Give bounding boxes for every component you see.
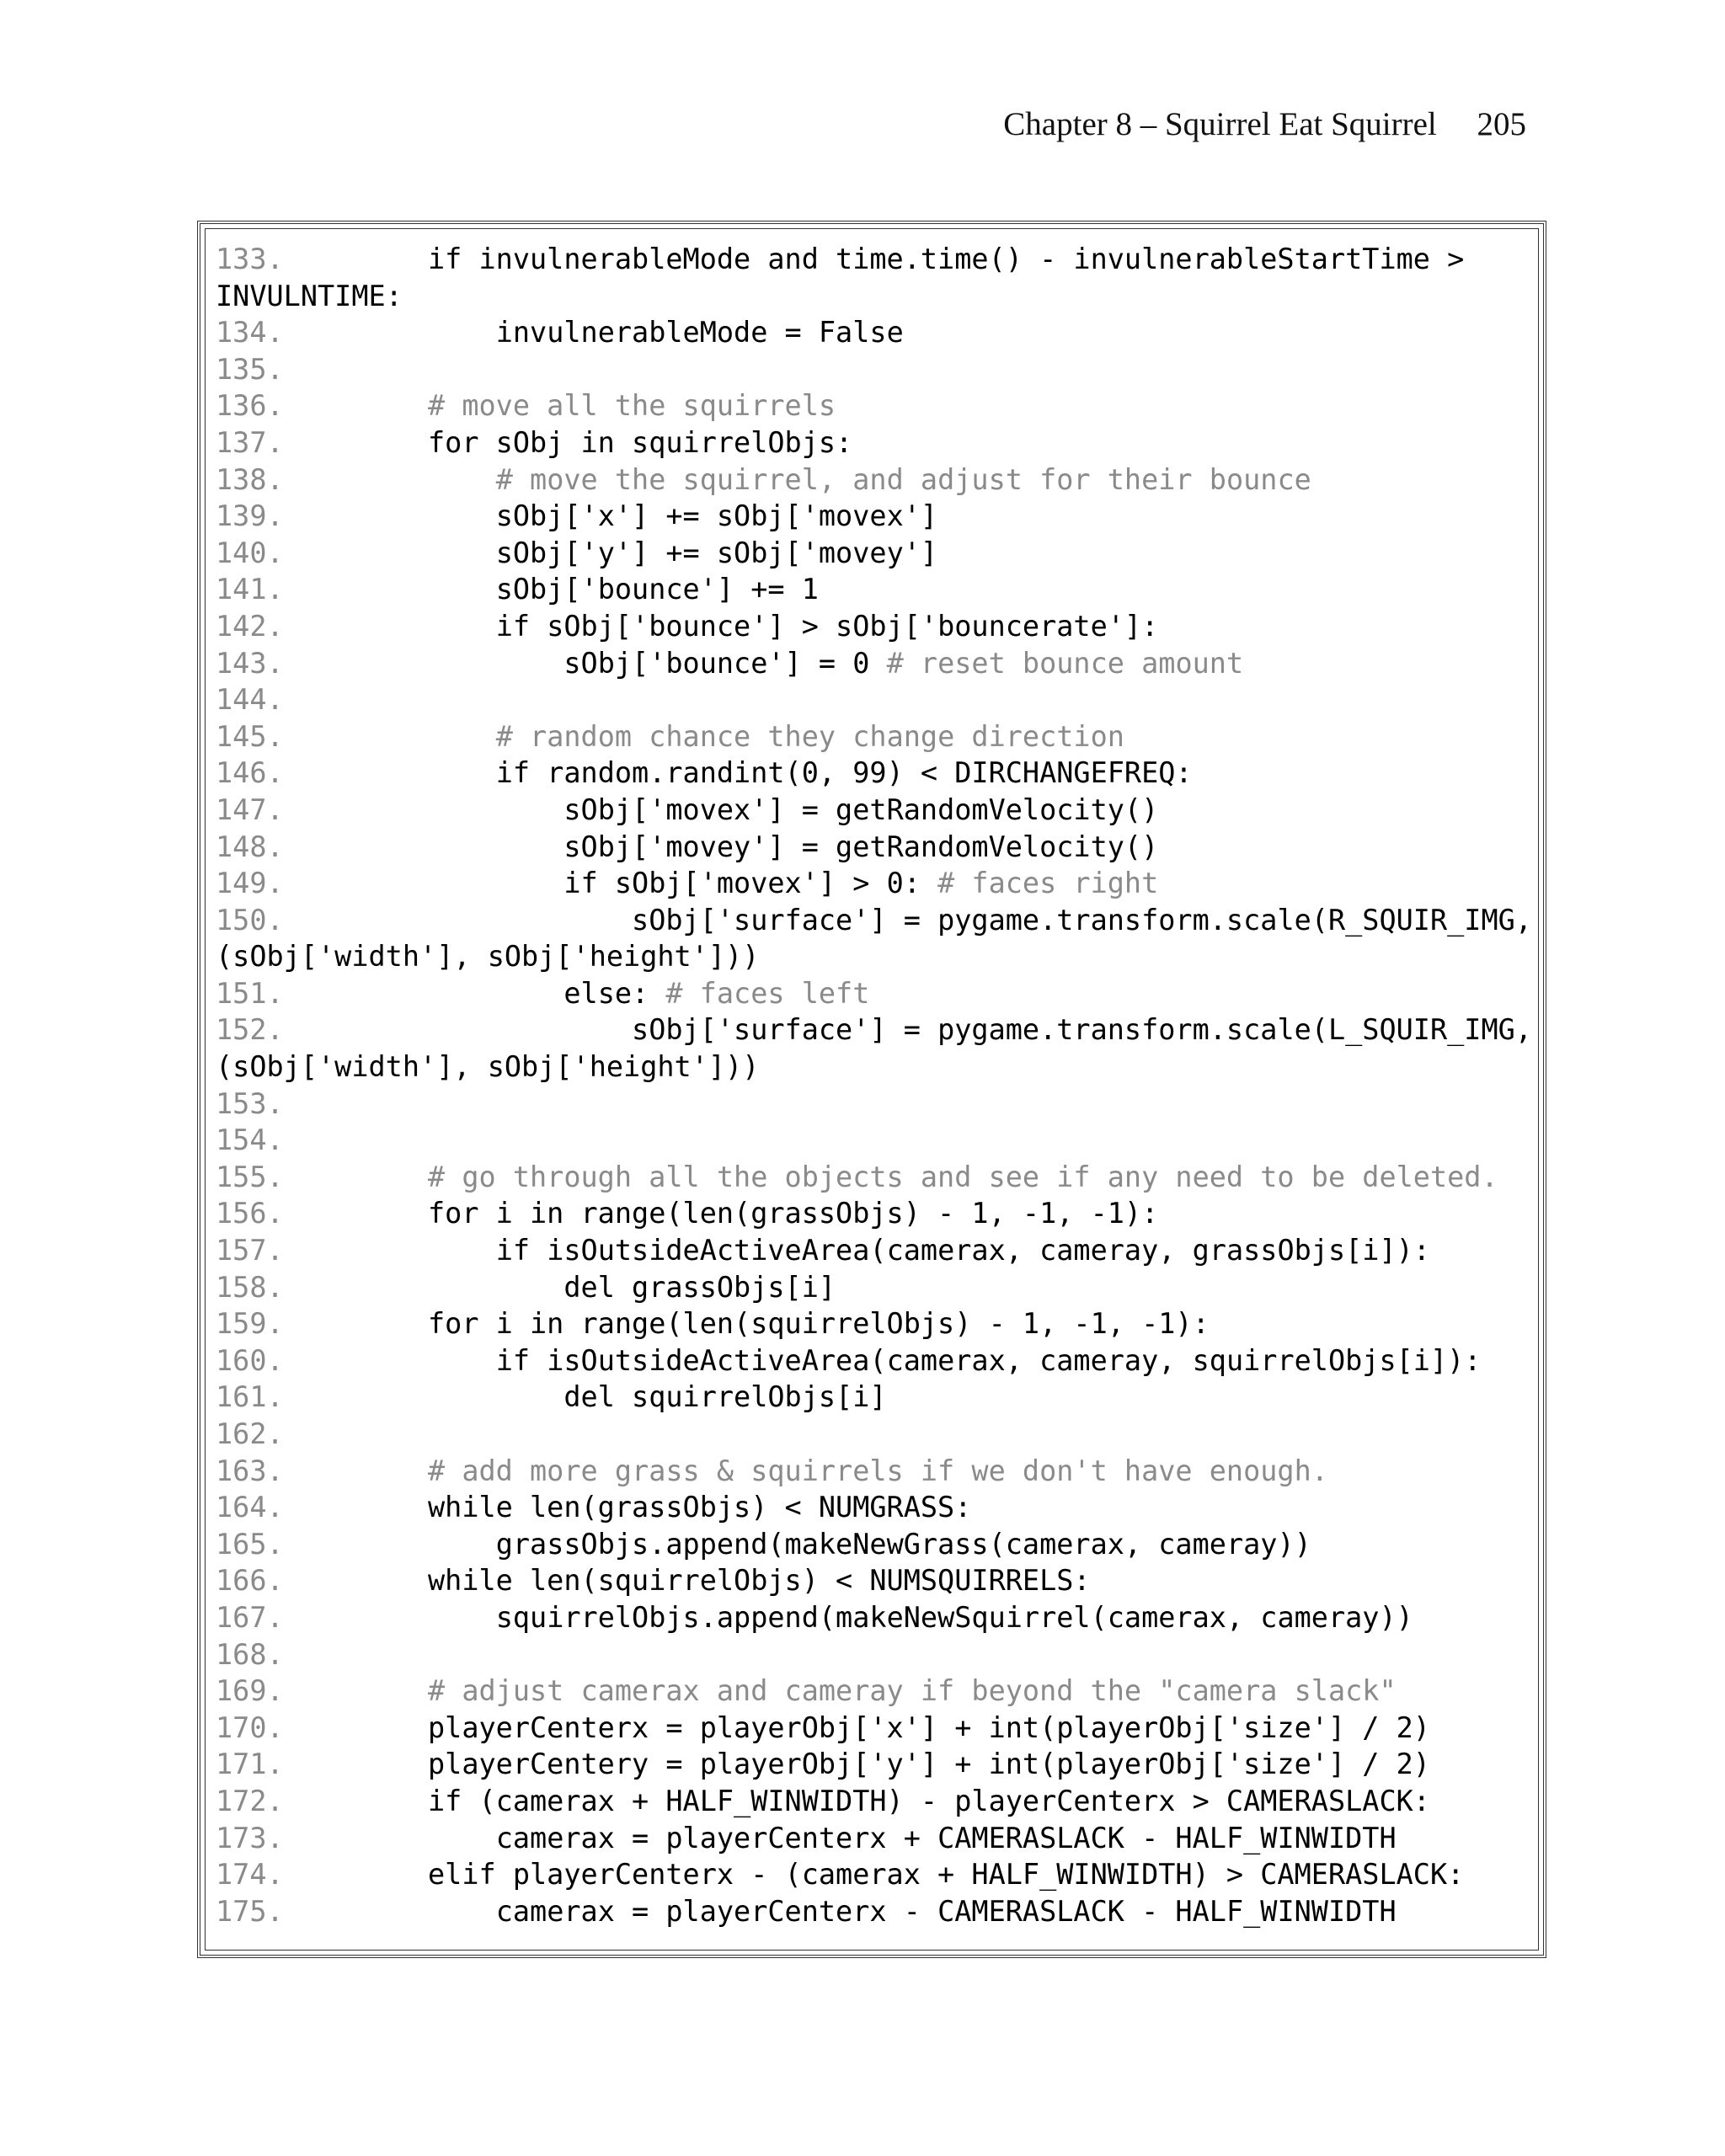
code-line (216, 535, 1530, 572)
line-number: 149. (216, 867, 284, 900)
line-number: 163. (216, 1454, 284, 1487)
code-text: del squirrelObjs[i] (563, 1380, 887, 1414)
line-number: 153. (216, 1086, 284, 1120)
line-number: 150. (216, 903, 284, 937)
code-text: if sObj['movex'] > 0: (563, 867, 938, 900)
code-comment: # move the squirrel, and adjust for their bounce (495, 462, 1311, 496)
chapter-title: Chapter 8 – Squirrel Eat Squirrel (1003, 106, 1437, 142)
line-number: 154. (216, 1123, 284, 1157)
code-text: sObj['x'] += sObj['movex'] (495, 499, 938, 533)
code-line (216, 1342, 1530, 1380)
line-number: 167. (216, 1600, 284, 1634)
code-text: playerCentery = playerObj['y'] + int(playerObj['size'] / 2) (428, 1748, 1430, 1781)
code-text: camerax = playerCenterx + CAMERASLACK - HALF_WINWIDTH (495, 1821, 1397, 1854)
code-line (216, 1049, 1530, 1086)
code-comment: # faces left (665, 976, 870, 1010)
line-number: 158. (216, 1270, 284, 1304)
code-text: playerCenterx = playerObj['x'] + int(playerObj['size'] / 2) (428, 1710, 1430, 1744)
code-line (216, 1159, 1530, 1196)
code-line (216, 1195, 1530, 1232)
code-line (216, 241, 1530, 278)
line-number: 166. (216, 1564, 284, 1598)
code-text: del grassObjs[i] (563, 1270, 836, 1304)
code-text: if invulnerableMode and time.time() - invulnerableStartTime > (428, 243, 1465, 275)
line-number: 161. (216, 1380, 284, 1414)
code-line (216, 938, 1530, 975)
line-number: 155. (216, 1160, 284, 1193)
code-line (216, 1453, 1530, 1490)
code-text: if sObj['bounce'] > sObj['bouncerate']: (495, 609, 1159, 643)
line-number: 138. (216, 462, 284, 496)
code-comment: # add more grass & squirrels if we don't have enough. (428, 1454, 1328, 1487)
code-line (216, 314, 1530, 351)
line-number: 159. (216, 1307, 284, 1341)
line-number: 173. (216, 1821, 284, 1854)
code-line (216, 1636, 1530, 1673)
code-line (216, 1856, 1530, 1893)
code-line (216, 645, 1530, 682)
line-number: 142. (216, 609, 284, 643)
line-number: 162. (216, 1417, 284, 1450)
line-number: 169. (216, 1674, 284, 1708)
line-number: 172. (216, 1784, 284, 1817)
code-text: sObj['bounce'] += 1 (495, 573, 819, 606)
line-number: 147. (216, 792, 284, 826)
code-line (216, 1562, 1530, 1599)
code-text: while len(grassObjs) < NUMGRASS: (428, 1491, 972, 1524)
code-line (216, 608, 1530, 645)
line-number: 146. (216, 756, 284, 790)
line-number: 151. (216, 976, 284, 1010)
line-number: 160. (216, 1343, 284, 1377)
code-line (216, 462, 1530, 499)
code-line (216, 1269, 1530, 1306)
code-line (216, 1599, 1530, 1636)
code-line (216, 1305, 1530, 1342)
code-line (216, 1122, 1530, 1159)
code-text: (sObj['width'], sObj['height'])) (216, 940, 760, 974)
code-line (216, 681, 1530, 718)
code-text: sObj['bounce'] = 0 (563, 646, 887, 680)
code-line (216, 755, 1530, 792)
code-line (216, 387, 1530, 424)
code-text: else: (563, 976, 666, 1010)
code-line (216, 1086, 1530, 1123)
code-text: sObj['movex'] = getRandomVelocity() (563, 792, 1159, 826)
code-line (216, 1673, 1530, 1710)
code-text: invulnerableMode = False (495, 316, 904, 350)
code-line (216, 1416, 1530, 1453)
code-text: (sObj['width'], sObj['height'])) (216, 1050, 760, 1084)
page-number: 205 (1477, 106, 1526, 142)
line-number: 168. (216, 1637, 284, 1671)
running-header (1003, 108, 1526, 141)
line-number: 135. (216, 352, 284, 386)
code-listing (216, 241, 1530, 1929)
code-text: sObj['movey'] = getRandomVelocity() (563, 830, 1159, 863)
line-number: 157. (216, 1234, 284, 1267)
code-text: if isOutsideActiveArea(camerax, cameray, squirrelObjs[i]): (495, 1343, 1482, 1377)
code-comment: # faces right (937, 867, 1159, 900)
line-number: 164. (216, 1491, 284, 1524)
code-text: sObj['surface'] = pygame.transform.scale(R_SQUIR_IMG, (632, 903, 1532, 937)
code-text: INVULNTIME: (216, 279, 403, 312)
code-text: squirrelObjs.append(makeNewSquirrel(camerax, cameray)) (495, 1600, 1413, 1634)
code-text: grassObjs.append(makeNewGrass(camerax, cameray)) (495, 1527, 1311, 1561)
code-text: for i in range(len(squirrelObjs) - 1, -1, -1): (428, 1307, 1210, 1341)
line-number: 175. (216, 1894, 284, 1928)
line-number: 174. (216, 1858, 284, 1892)
code-line (216, 902, 1530, 939)
line-number: 144. (216, 683, 284, 717)
code-line (216, 792, 1530, 829)
code-line (216, 829, 1530, 866)
code-line (216, 865, 1530, 902)
code-line (216, 571, 1530, 608)
line-number: 152. (216, 1013, 284, 1047)
line-number: 133. (216, 243, 284, 275)
line-number: 156. (216, 1197, 284, 1230)
line-number: 170. (216, 1710, 284, 1744)
code-line (216, 351, 1530, 388)
line-number: 145. (216, 719, 284, 753)
code-comment: # move all the squirrels (428, 389, 836, 423)
line-number: 139. (216, 499, 284, 533)
code-line (216, 1489, 1530, 1526)
code-line (216, 1783, 1530, 1820)
line-number: 137. (216, 425, 284, 459)
line-number: 148. (216, 830, 284, 863)
code-line (216, 718, 1530, 755)
line-number: 140. (216, 536, 284, 569)
code-text: while len(squirrelObjs) < NUMSQUIRRELS: (428, 1564, 1091, 1598)
code-line (216, 1011, 1530, 1049)
code-text: camerax = playerCenterx - CAMERASLACK - HALF_WINWIDTH (495, 1894, 1397, 1928)
code-text: for sObj in squirrelObjs: (428, 425, 853, 459)
code-line (216, 1893, 1530, 1930)
code-line (216, 1710, 1530, 1747)
code-line (216, 1820, 1530, 1857)
line-number: 171. (216, 1748, 284, 1781)
code-comment: # adjust camerax and cameray if beyond the "camera slack" (428, 1674, 1397, 1708)
code-line (216, 1379, 1530, 1416)
code-comment: # random chance they change direction (495, 719, 1124, 753)
code-text: sObj['surface'] = pygame.transform.scale(L_SQUIR_IMG, (632, 1013, 1532, 1047)
line-number: 141. (216, 573, 284, 606)
code-line (216, 1232, 1530, 1269)
line-number: 165. (216, 1527, 284, 1561)
code-line (216, 278, 1530, 315)
code-text: if random.randint(0, 99) < DIRCHANGEFREQ: (495, 756, 1193, 790)
code-text: sObj['y'] += sObj['movey'] (495, 536, 938, 569)
code-text: if isOutsideActiveArea(camerax, cameray, grassObjs[i]): (495, 1234, 1430, 1267)
line-number: 143. (216, 646, 284, 680)
code-line (216, 1746, 1530, 1783)
code-text: elif playerCenterx - (camerax + HALF_WINWIDTH) > CAMERASLACK: (428, 1858, 1465, 1892)
code-line (216, 975, 1530, 1012)
code-line (216, 1526, 1530, 1563)
code-comment: # reset bounce amount (886, 646, 1244, 680)
code-line (216, 424, 1530, 462)
code-text: for i in range(len(grassObjs) - 1, -1, -1): (428, 1197, 1159, 1230)
line-number: 134. (216, 316, 284, 350)
code-line (216, 498, 1530, 535)
code-text: if (camerax + HALF_WINWIDTH) - playerCenterx > CAMERASLACK: (428, 1784, 1430, 1817)
code-comment: # go through all the objects and see if any need to be deleted. (428, 1160, 1498, 1193)
line-number: 136. (216, 389, 284, 423)
